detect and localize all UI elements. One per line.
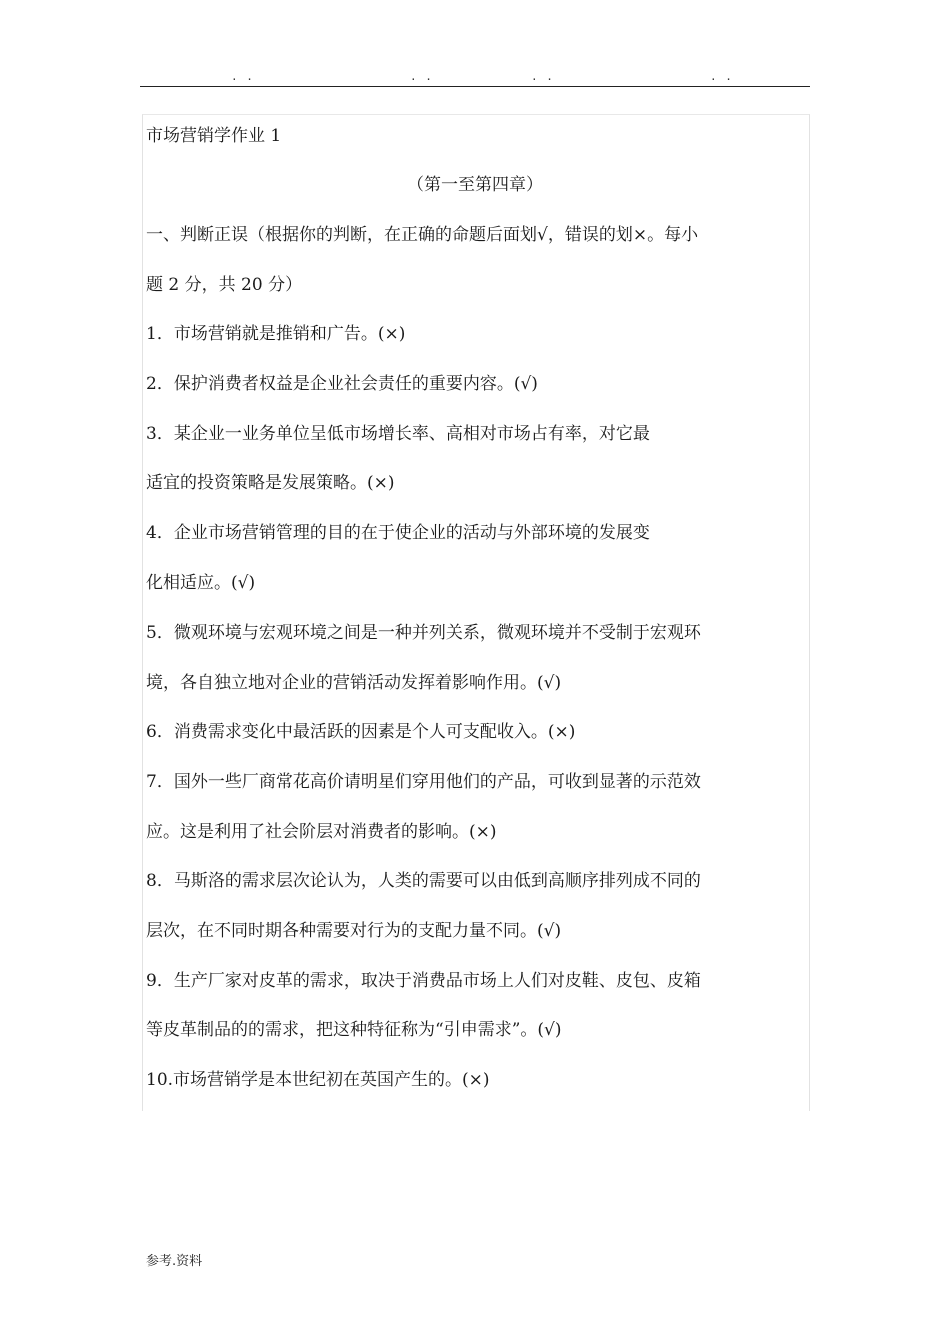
question-line: 适宜的投资策略是发展策略。(×) [146,473,395,493]
question-line: 5．微观环境与宏观环境之间是一种并列关系，微观环境并不受制于宏观环 [146,623,701,643]
content-frame [142,114,810,1111]
question-line: 7．国外一些厂商常花高价请明星们穿用他们的产品，可收到显著的示范效 [146,772,701,792]
document-title: 市场营销学作业 1 [146,126,282,146]
question-line: 9．生产厂家对皮革的需求，取决于消费品市场上人们对皮鞋、皮包、皮箱 [146,971,701,991]
question-line: 8．马斯洛的需求层次论认为，人类的需要可以由低到高顺序排列成不同的 [146,871,701,891]
question-line: 等皮革制品的的需求，把这种特征称为“引申需求”。(√) [146,1020,562,1040]
header-dots [0,70,950,84]
question-line: 6．消费需求变化中最活跃的因素是个人可支配收入。(×) [146,722,576,742]
header-dot-marker: . . [531,70,554,83]
section-heading-line: 一、判断正误（根据你的判断，在正确的命题后面划√，错误的划×。每小 [146,225,699,245]
question-line: 3．某企业一业务单位呈低市场增长率、高相对市场占有率，对它最 [146,424,650,444]
document-subtitle: （第一至第四章） [407,175,543,195]
question-line: 10.市场营销学是本世纪初在英国产生的。(×) [146,1070,490,1090]
question-line: 层次，在不同时期各种需要对行为的支配力量不同。(√) [146,921,562,941]
question-line: 境，各自独立地对企业的营销活动发挥着影响作用。(√) [146,673,562,693]
header-dot-marker: . . [710,70,733,83]
header-dot-marker: . . [410,70,433,83]
header-dot-marker: . . [231,70,254,83]
question-line: 2．保护消费者权益是企业社会责任的重要内容。(√) [146,374,538,394]
question-line: 4．企业市场营销管理的目的在于使企业的活动与外部环境的发展变 [146,523,650,543]
section-heading-line: 题 2 分，共 20 分） [146,275,303,295]
header-rule [140,86,810,87]
question-line: 1．市场营销就是推销和广告。(×) [146,324,406,344]
footer-reference-label: 参考.资料 [146,1254,203,1269]
question-line: 化相适应。(√) [146,573,256,593]
question-line: 应。这是利用了社会阶层对消费者的影响。(×) [146,822,497,842]
